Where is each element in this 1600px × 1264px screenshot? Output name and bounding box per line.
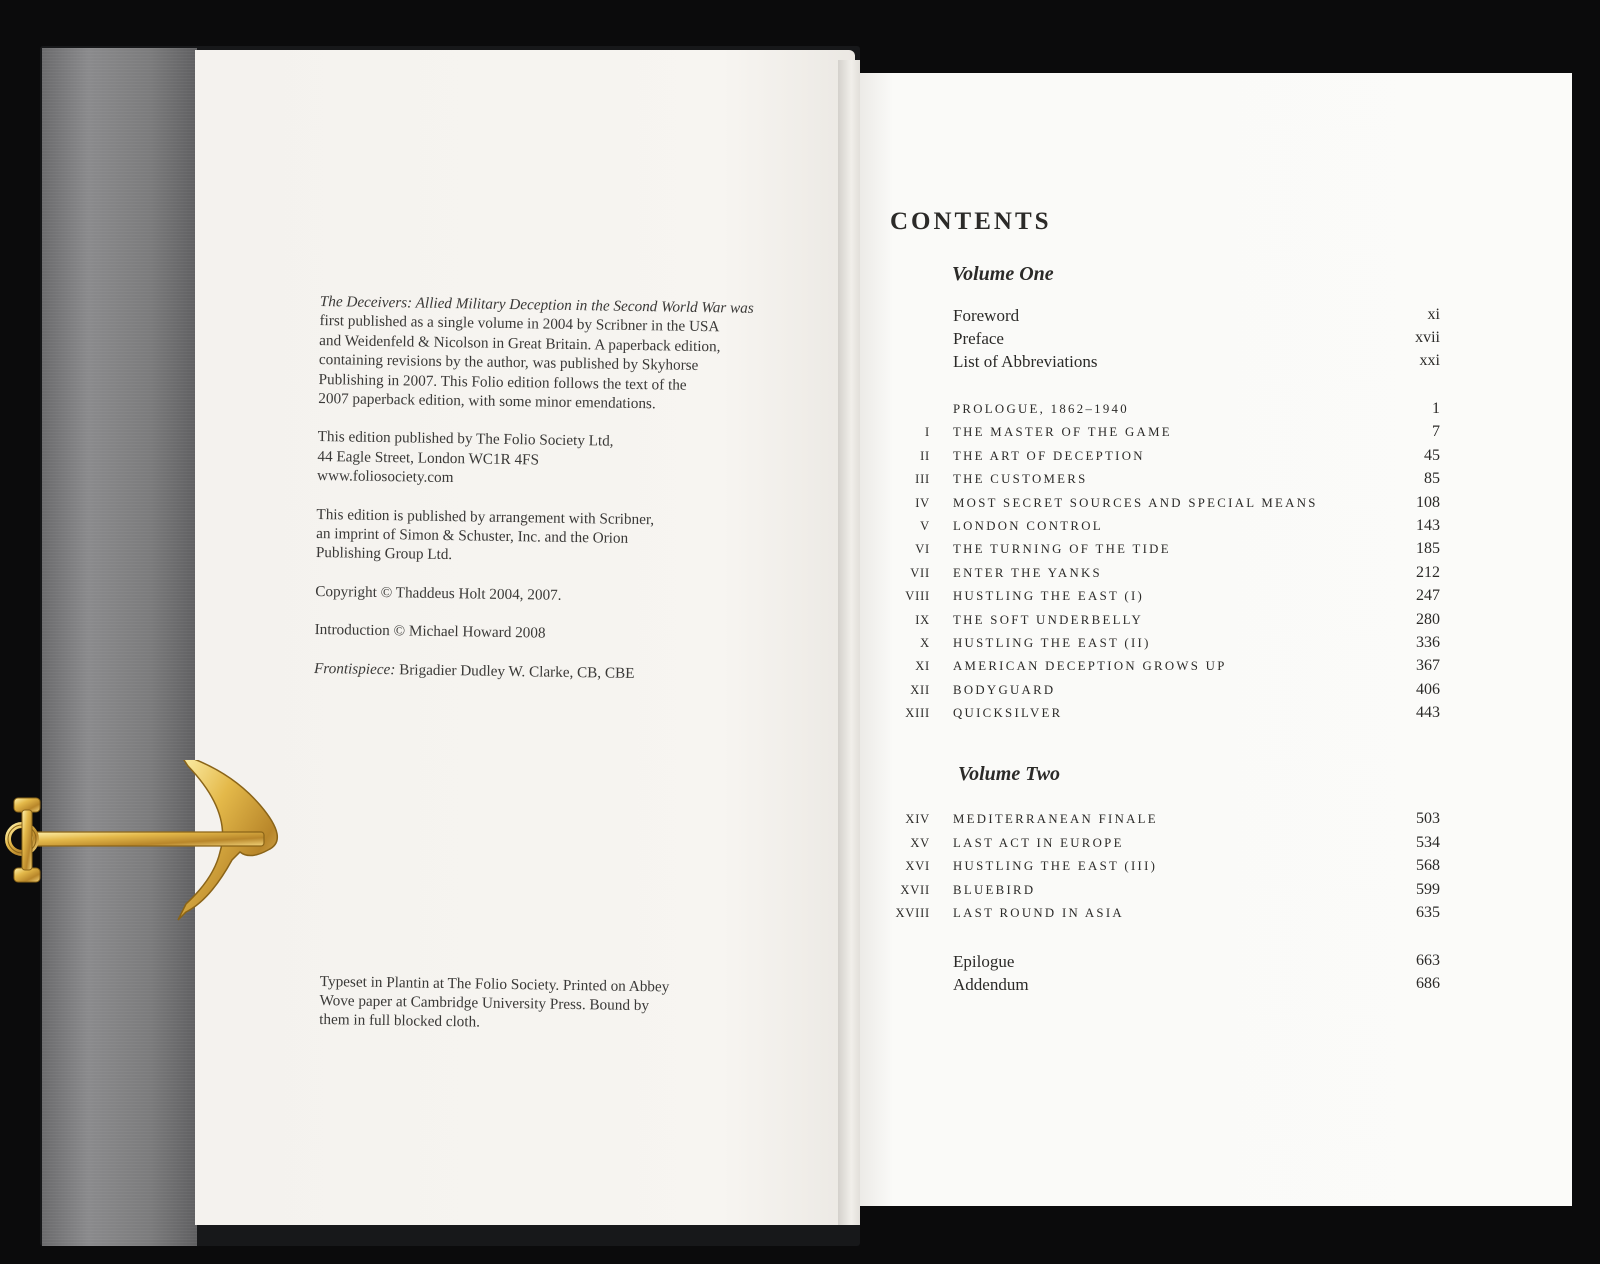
page-number: xvii [1415, 329, 1440, 346]
chapter-title: HUSTLING THE EAST (III) [953, 859, 1158, 873]
imprint-line: an imprint of Simon & Schuster, Inc. and the Orion [316, 525, 629, 547]
page-number: 367 [1416, 657, 1440, 675]
contents-row [890, 857, 1440, 879]
chapter-number: VII [910, 565, 930, 580]
imprint-paragraph-3 [316, 505, 787, 571]
frontispiece-label: Frontispiece: [313, 659, 396, 678]
page-number: 443 [1416, 704, 1440, 722]
typeset-note [319, 972, 750, 1036]
chapter-number: XII [910, 682, 930, 697]
contents-row [890, 704, 1440, 726]
contents-row [890, 881, 1440, 903]
contents-row [890, 657, 1440, 679]
typeset-line: them in full blocked cloth. [319, 1011, 481, 1031]
chapter-number: II [920, 448, 930, 463]
imprint-paragraph-2 [317, 427, 788, 493]
imprint-line: first published as a single volume in 2004 by Scribner in the USA [319, 312, 720, 336]
chapter-title: MOST SECRET SOURCES AND SPECIAL MEANS [953, 495, 1318, 510]
chapter-number: VI [915, 542, 930, 557]
contents-title: CONTENTS [890, 208, 1052, 235]
imprint-line: www.foliosociety.com [316, 467, 454, 487]
page-number: 406 [1416, 680, 1440, 698]
cloth-spine [42, 48, 197, 1246]
contents-row [890, 329, 1440, 351]
imprint-line: and Weidenfeld & Nicolson in Great Britain. A paperback edition, [319, 331, 721, 356]
page-number: 280 [1416, 610, 1440, 628]
table-of-contents [890, 208, 1450, 994]
chapter-number: IV [915, 495, 930, 510]
page-number: 212 [1416, 563, 1440, 581]
imprint-line: 2007 paperback edition, with some minor emendations. [318, 390, 656, 413]
contents-row [890, 834, 1440, 856]
contents-row [890, 564, 1440, 586]
introduction-line: Introduction © Michael Howard 2008 [314, 621, 546, 642]
page-number: xi [1427, 306, 1440, 323]
imprint-line: The Deceivers: Allied Military Deception in the Second World War was [319, 292, 754, 317]
page-number: 663 [1416, 952, 1440, 969]
chapter-title: BLUEBIRD [953, 882, 1036, 897]
chapter-title: THE TURNING OF THE TIDE [953, 542, 1171, 557]
imprint-paragraph-1 [318, 292, 790, 416]
chapter-title: BODYGUARD [953, 682, 1056, 697]
page-number: 568 [1416, 857, 1440, 874]
contents-row [890, 494, 1440, 516]
chapter-title: LAST ACT IN EUROPE [953, 835, 1124, 850]
chapter-title: HUSTLING THE EAST (II) [953, 636, 1151, 650]
contents-row [890, 447, 1440, 469]
contents-row [890, 810, 1440, 832]
volume-one-heading: Volume One [952, 263, 1054, 285]
imprint-line: Publishing in 2007. This Folio edition follows the text of the [318, 370, 687, 394]
contents-row [890, 352, 1440, 374]
chapter-number: XI [915, 659, 930, 674]
page-number: 503 [1416, 810, 1440, 827]
chapter-title: Foreword [953, 306, 1020, 325]
contents-row [890, 975, 1440, 997]
chapter-title: THE MASTER OF THE GAME [953, 425, 1172, 440]
book-gutter [838, 60, 860, 1225]
page-number: 336 [1416, 634, 1440, 651]
page-number: 45 [1424, 446, 1440, 464]
imprint-line: This edition published by The Folio Society Ltd, [317, 428, 614, 451]
frontispiece-text: Brigadier Dudley W. Clarke, CB, CBE [395, 660, 635, 682]
chapter-title: Addendum [953, 975, 1029, 994]
chapter-title: PROLOGUE, 1862–1940 [953, 402, 1129, 416]
imprint-line: This edition is published by arrangement with Scribner, [316, 505, 655, 528]
chapter-title: LAST ROUND IN ASIA [953, 906, 1124, 920]
contents-row [890, 681, 1440, 703]
chapter-title: List of Abbreviations [953, 352, 1098, 371]
imprint-line: containing revisions by the author, was published by Skyhorse [318, 351, 699, 375]
contents-row [890, 423, 1440, 445]
contents-row [890, 904, 1440, 926]
chapter-number: XV [910, 835, 930, 850]
chapter-title: THE SOFT UNDERBELLY [953, 612, 1144, 627]
chapter-title: HUSTLING THE EAST (I) [953, 589, 1145, 604]
contents-row [890, 540, 1440, 562]
page-number: 185 [1416, 540, 1440, 558]
contents-row [890, 611, 1440, 633]
chapter-title: ENTER THE YANKS [953, 565, 1102, 580]
typeset-line: Wove paper at Cambridge University Press. Bound by [319, 992, 650, 1015]
chapter-title: THE CUSTOMERS [953, 472, 1088, 487]
page-number: 85 [1424, 470, 1440, 488]
imprint-line: Publishing Group Ltd. [315, 544, 453, 564]
page-number: 534 [1416, 833, 1440, 851]
chapter-number: XIV [905, 812, 930, 826]
page-number: 599 [1416, 880, 1440, 898]
chapter-title: MEDITERRANEAN FINALE [953, 812, 1158, 826]
page-number: xxi [1419, 352, 1440, 369]
contents-row [890, 400, 1440, 422]
frontispiece-line [314, 659, 784, 686]
chapter-number: XVII [900, 882, 930, 897]
chapter-number: XVI [905, 859, 930, 873]
chapter-title: THE ART OF DECEPTION [953, 448, 1145, 463]
contents-row [890, 470, 1440, 492]
page-number: 247 [1416, 587, 1440, 605]
chapter-title: AMERICAN DECEPTION GROWS UP [953, 659, 1227, 674]
contents-row [890, 952, 1440, 974]
chapter-title: LONDON CONTROL [953, 519, 1103, 533]
contents-row [890, 517, 1440, 539]
chapter-number: III [915, 472, 930, 487]
chapter-number: V [920, 519, 930, 533]
imprint-line: 44 Eagle Street, London WC1R 4FS [317, 447, 540, 469]
imprint-text [314, 292, 790, 704]
chapter-number: VIII [905, 589, 930, 604]
chapter-number: XVIII [895, 906, 930, 920]
contents-row [890, 306, 1440, 328]
page-number: 108 [1416, 493, 1440, 511]
page-number: 635 [1416, 904, 1440, 921]
chapter-number: X [920, 636, 930, 650]
page-number: 7 [1432, 423, 1440, 441]
chapter-title: QUICKSILVER [953, 706, 1063, 721]
contents-row [890, 587, 1440, 609]
chapter-number: I [925, 425, 930, 440]
anchor-clip-icon [0, 760, 300, 930]
page-number: 143 [1416, 517, 1440, 534]
chapter-number: IX [915, 612, 930, 627]
volume-two-heading: Volume Two [958, 763, 1061, 785]
contents-row [890, 634, 1440, 656]
page-number: 686 [1416, 975, 1440, 992]
chapter-number: XIII [905, 706, 930, 721]
chapter-title: Epilogue [953, 952, 1015, 971]
typeset-line: Typeset in Plantin at The Folio Society. Printed on Abbey [319, 972, 670, 996]
page-number: 1 [1432, 400, 1440, 417]
chapter-title: Preface [953, 329, 1004, 348]
copyright-line: Copyright © Thaddeus Holt 2004, 2007. [315, 582, 562, 604]
